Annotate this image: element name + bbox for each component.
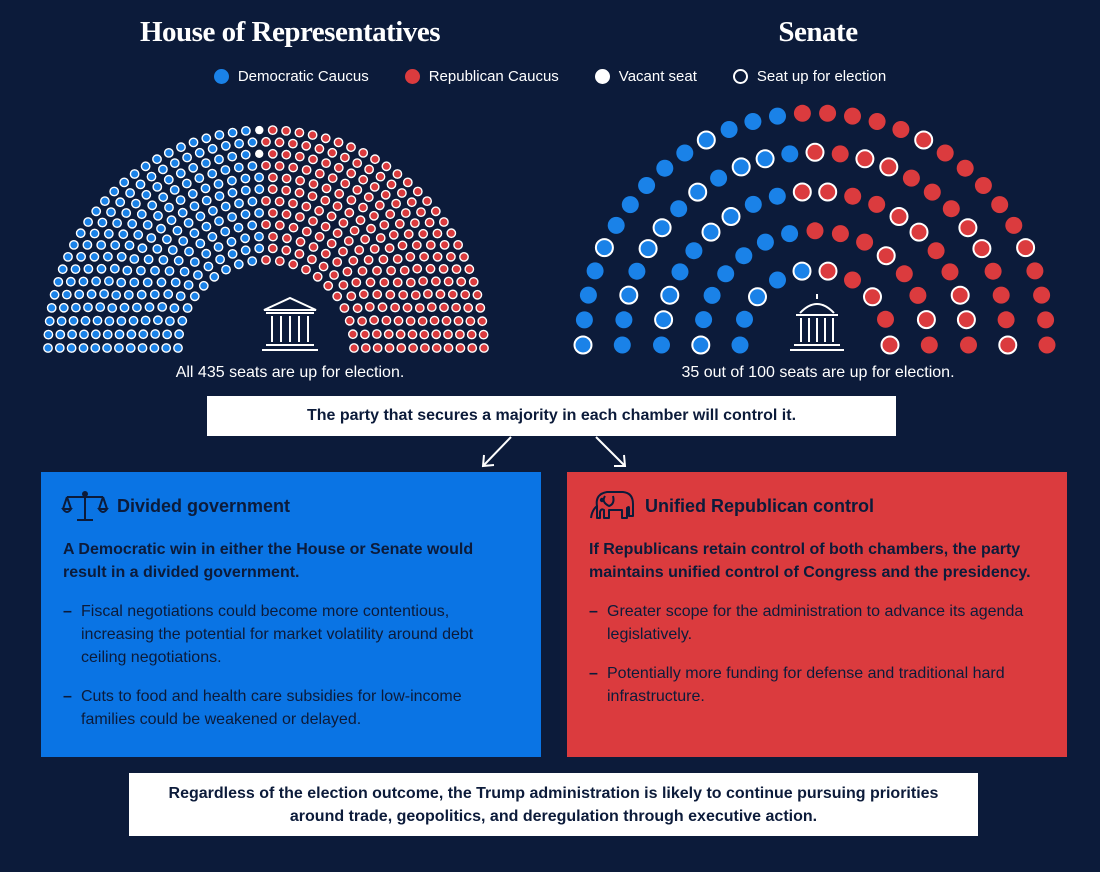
panel-title: Divided government (117, 495, 291, 516)
senate-title: Senate (778, 16, 858, 48)
panel-header (589, 490, 1045, 522)
legend-label: Democratic Caucus (237, 67, 369, 85)
panel-title: Unified Republican control (645, 495, 875, 516)
arrow-left-icon (483, 437, 511, 466)
panel-lead: A Democratic win in either the House or Senate would result in a divided government. (63, 541, 474, 581)
list-item (63, 600, 519, 669)
dash-icon: – (589, 603, 598, 620)
house-title: House of Representatives (140, 16, 440, 48)
arrow-right-icon (596, 437, 625, 466)
bottom-note (129, 773, 978, 836)
divided-government-panel (41, 472, 541, 757)
house-caption: All 435 seats are up for election. (175, 364, 405, 381)
dash-icon: – (589, 665, 598, 682)
elephant-icon (589, 488, 635, 524)
bullet-text: Fiscal negotiations could become more contentious, increasing the potential for market volatility around debt ceiling negotiations. (81, 603, 474, 666)
panel-header (63, 490, 519, 522)
panel-lead: If Republicans retain control of both chambers, the party maintains unified control of Congress and the presidency. (589, 541, 1031, 581)
senate-caption: 35 out of 100 seats are up for election. (681, 364, 955, 381)
list-item (589, 600, 1045, 646)
dash-icon: – (63, 688, 72, 705)
list-item (63, 685, 519, 731)
unified-republican-panel (567, 472, 1067, 757)
bullet-text: Cuts to food and health care subsidies for low-income families could be weakened or delayed. (81, 688, 462, 728)
legend-label: Vacant seat (618, 67, 697, 85)
bullet-text: Greater scope for the administration to advance its agenda legislatively. (607, 603, 1024, 643)
legend-label: Republican Caucus (428, 67, 559, 85)
list-item (589, 662, 1045, 708)
majority-note: The party that secures a majority in each chamber will control it. (207, 396, 896, 436)
dash-icon: – (63, 603, 72, 620)
scales-icon (63, 490, 107, 522)
bottom-note-text: Regardless of the election outcome, the Trump administration is likely to continue pursuing priorities around trade, geopolitics, and deregulation through executive action. (168, 784, 939, 825)
legend-label: Seat up for election (756, 67, 887, 85)
bullet-text: Potentially more funding for defense and traditional hard infrastructure. (607, 665, 1005, 705)
